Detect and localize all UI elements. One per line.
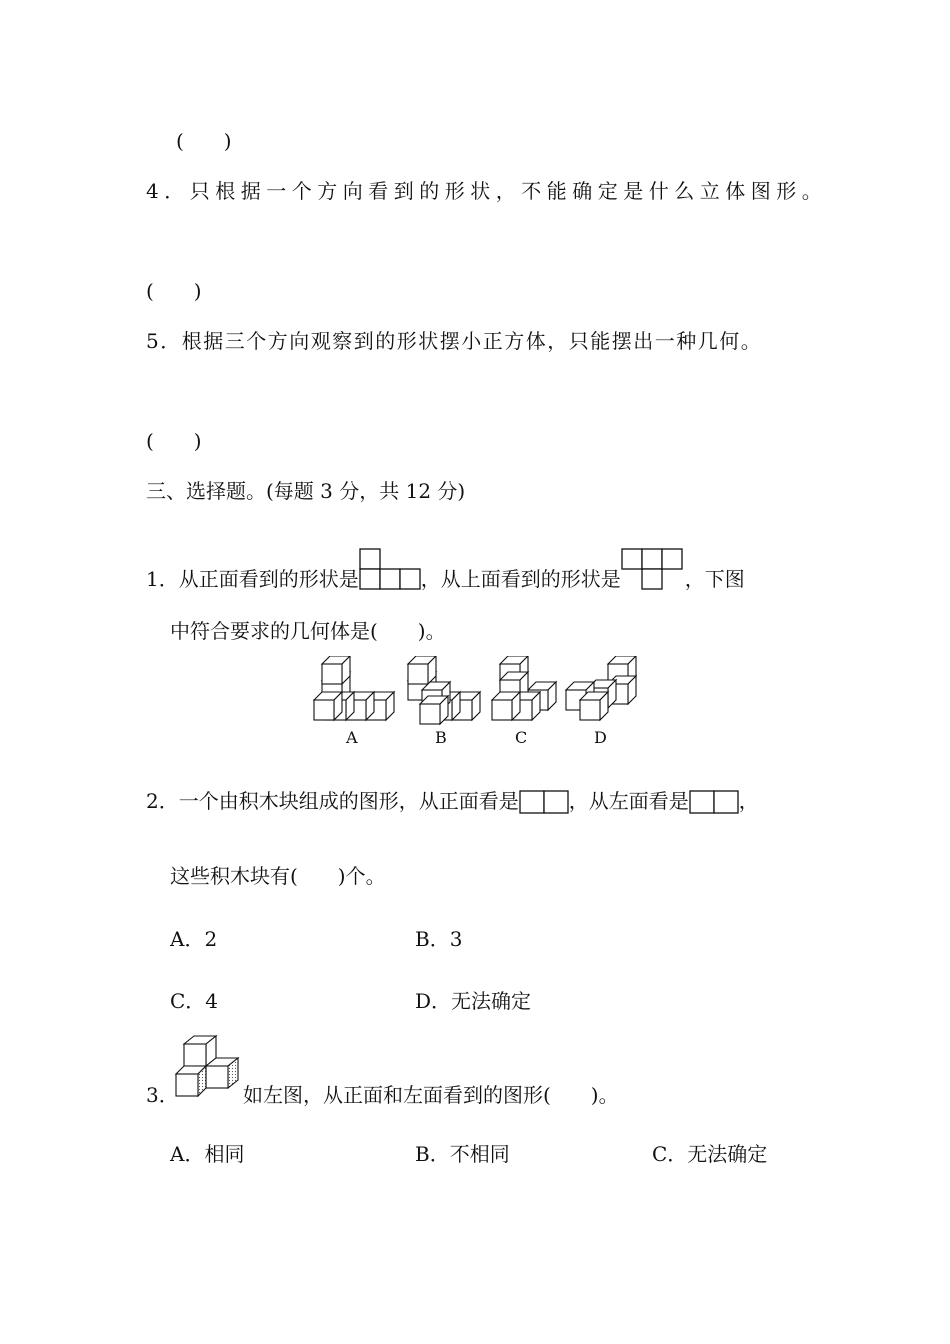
front-view-shape-icon bbox=[359, 548, 421, 592]
question-number: 2． bbox=[146, 789, 179, 813]
tf-q4-answer-paren[interactable]: ( ) bbox=[146, 279, 202, 303]
top-view-shape-icon bbox=[621, 548, 685, 592]
question-text-3: ，下图 bbox=[684, 567, 745, 591]
cube-options-figure bbox=[300, 656, 660, 726]
question-number: 1． bbox=[146, 567, 179, 591]
question-text: 一个由积木块组成的图形，从正面看是 bbox=[178, 789, 519, 813]
option-label-c: C bbox=[515, 728, 528, 747]
mc2-option-b[interactable]: B．3 bbox=[415, 927, 463, 951]
question-text: 从正面看到的形状是 bbox=[178, 567, 359, 591]
question-text: 根据三个方向观察到的形状摆小正方体，只能摆出一种几何。 bbox=[181, 329, 763, 353]
option-a-cube-solid[interactable] bbox=[314, 656, 394, 720]
question-text-2: ，从上面看到的形状是 bbox=[420, 567, 621, 591]
mc2-option-a[interactable]: A．2 bbox=[170, 927, 218, 951]
mc2-option-c[interactable]: C．4 bbox=[170, 989, 219, 1013]
option-c-cube-solid[interactable] bbox=[492, 656, 556, 720]
mc3-option-a[interactable]: A．相同 bbox=[170, 1142, 245, 1166]
option-b-cube-solid[interactable] bbox=[408, 656, 480, 724]
option-label-a: A bbox=[346, 728, 358, 747]
mc-question-3-text: 如左图，从正面和左面看到的图形( )。 bbox=[243, 1083, 619, 1107]
mc2-question-line-2: 这些积木块有( )个。 bbox=[170, 864, 386, 888]
tf-question-4 bbox=[146, 178, 827, 204]
section-3-title: 三、选择题。(每题 3 分，共 12 分) bbox=[146, 479, 466, 503]
tf-question-5 bbox=[146, 328, 762, 354]
question-number: 4． bbox=[146, 179, 190, 203]
question-text: 只根据一个方向看到的形状，不能确定是什么立体图形。 bbox=[189, 179, 828, 203]
left-view-two-squares-icon bbox=[689, 790, 739, 814]
mc3-option-b[interactable]: B．不相同 bbox=[415, 1142, 510, 1166]
option-label-d: D bbox=[594, 728, 607, 747]
front-view-two-squares-icon bbox=[519, 790, 569, 814]
option-label-b: B bbox=[435, 728, 447, 747]
tf-q3-answer-paren[interactable]: ( ) bbox=[176, 129, 232, 153]
question-text-3: ， bbox=[738, 789, 759, 813]
tf-q5-answer-paren[interactable]: ( ) bbox=[146, 429, 202, 453]
mc3-cube-figure bbox=[174, 1034, 244, 1104]
question-number: 5． bbox=[146, 329, 182, 353]
option-d-cube-solid[interactable] bbox=[566, 656, 636, 720]
mc-question-1 bbox=[146, 548, 745, 592]
question-text-2: ，从左面看是 bbox=[568, 789, 689, 813]
mc-question-3-number: 3． bbox=[146, 1083, 179, 1107]
mc3-option-c[interactable]: C．无法确定 bbox=[652, 1142, 768, 1166]
mc-question-2 bbox=[146, 788, 759, 814]
mc1-question-line-2: 中符合要求的几何体是( )。 bbox=[170, 619, 446, 643]
mc2-option-d[interactable]: D．无法确定 bbox=[415, 989, 532, 1013]
